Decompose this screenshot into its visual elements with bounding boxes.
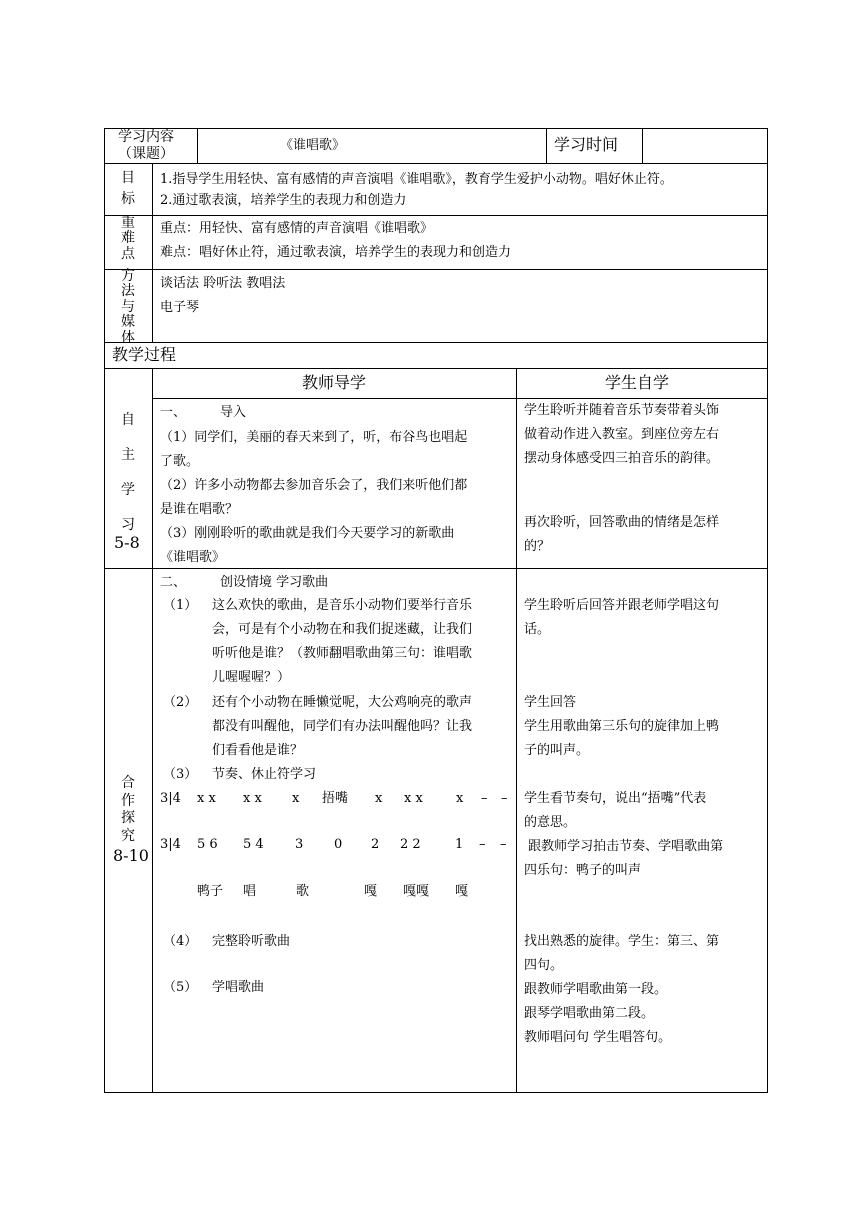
student-line: 跟琴学唱歌曲第二段。 <box>524 1006 655 1021</box>
student-line: 跟教师学唱歌曲第一段。 <box>524 982 668 997</box>
goal-line: 2.通过歌表演，培养学生的表现力和创造力 <box>160 193 407 208</box>
note-token: – <box>500 837 507 852</box>
note-token: 2 2 <box>400 837 421 852</box>
student-line: 摆动身体感受四三拍音乐的韵律。 <box>524 451 720 466</box>
row-divider <box>104 269 768 270</box>
rhythm-token: – <box>501 791 508 806</box>
note-token: 2 <box>371 837 380 852</box>
row-divider <box>152 398 768 399</box>
teacher-line: 听听他是谁？（教师翻唱歌曲第三句：谁唱歌 <box>212 646 473 661</box>
student-column-header: 学生自学 <box>605 373 670 392</box>
lyric-token: 鸭子 <box>197 884 224 899</box>
teacher-line: 会，可是有个小动物在和我们捉迷藏，让我们 <box>212 622 473 637</box>
student-line: 的？ <box>524 539 551 554</box>
col-divider <box>516 368 517 1093</box>
note-token: 1 <box>455 837 464 852</box>
media-text: 电子琴 <box>160 300 200 315</box>
lesson-title: 《谁唱歌》 <box>280 138 346 153</box>
student-line: 四乐句：鸭子的叫声 <box>524 863 642 878</box>
student-line: 四句。 <box>524 958 564 973</box>
rhythm-token: 捂嘴 <box>322 791 349 806</box>
step-heading: 导入 <box>220 405 247 420</box>
note-token: 5 4 <box>243 837 264 852</box>
teacher-line: 这么欢快的歌曲，是音乐小动物们要举行音乐 <box>212 598 473 613</box>
row-divider <box>104 163 768 164</box>
lyric-token: 嘎 <box>455 884 469 899</box>
col-divider <box>197 128 198 163</box>
difficult-point: 难点：唱好休止符，通过歌表演，培养学生的表现力和创造力 <box>160 245 512 260</box>
note-token: – <box>479 837 486 852</box>
note-token: 5 6 <box>197 837 218 852</box>
section2-label: 合 作 探 究 <box>121 775 135 844</box>
row-divider <box>104 568 768 569</box>
student-line: 学生看节奏句，说出“捂嘴”代表 <box>524 791 707 806</box>
student-line: 话。 <box>524 622 551 637</box>
rhythm-token: x <box>375 791 383 806</box>
col-divider <box>152 163 153 342</box>
student-line: 学生聆听后回答并跟老师学唱这句 <box>524 598 720 613</box>
item-number: （3） <box>163 767 198 782</box>
row-divider <box>104 215 768 216</box>
item-number: （5） <box>163 980 198 995</box>
note-token: 3|4 <box>160 837 181 852</box>
student-line: 的意思。 <box>524 815 577 830</box>
note-token: 3 <box>295 837 304 852</box>
item-number: （2） <box>163 695 198 710</box>
time-label: 学习时间 <box>554 135 619 154</box>
teacher-line: 了歌。 <box>160 454 200 469</box>
student-line: 做着动作进入教室。到座位旁左右 <box>524 427 720 442</box>
section1-label: 习 <box>121 517 135 533</box>
student-line: 跟教师学习拍击节奏、学唱歌曲第 <box>524 839 724 854</box>
section1-label: 自 <box>121 412 135 428</box>
teacher-line: 是谁在唱歌？ <box>160 502 239 517</box>
teacher-line: （2）许多小动物都去参加音乐会了，我们来听他们都 <box>160 478 468 493</box>
section1-label: 学 <box>121 482 135 498</box>
step-number: 一、 <box>160 405 187 420</box>
student-line: 再次聆听，回答歌曲的情绪是怎样 <box>524 515 720 530</box>
content-label: 学习内容 <box>118 129 174 145</box>
student-line: 学生用歌曲第三乐句的旋律加上鸭 <box>524 719 720 734</box>
item-number: （1） <box>163 598 198 613</box>
teacher-line: 们看看他是谁？ <box>212 743 304 758</box>
rhythm-token: x <box>292 791 300 806</box>
student-line: 学生回答 <box>524 695 577 710</box>
step-number: 二、 <box>160 575 187 590</box>
teacher-line: （1）同学们，美丽的春天来到了，听，布谷鸟也唱起 <box>160 430 468 445</box>
rhythm-token: x <box>456 791 464 806</box>
col-divider <box>152 368 153 1093</box>
goals-label: 标 <box>121 191 135 207</box>
section1-label: 主 <box>121 447 135 463</box>
rhythm-token: x x <box>197 791 216 806</box>
teacher-line: 还有个小动物在睡懒觉呢，大公鸡响亮的歌声 <box>212 695 473 710</box>
col-divider <box>642 128 643 163</box>
row-divider <box>104 342 768 343</box>
step-heading: 创设情境 学习歌曲 <box>220 575 329 590</box>
section1-time: 5-8 <box>114 533 140 552</box>
student-line: 子的叫声。 <box>524 743 590 758</box>
rhythm-token: 3|4 <box>160 791 181 806</box>
teacher-line: 学唱歌曲 <box>212 980 265 995</box>
teacher-line: （3）刚刚聆听的歌曲就是我们今天要学习的新歌曲 <box>160 526 455 541</box>
rhythm-token: x x <box>243 791 262 806</box>
row-divider <box>104 368 768 369</box>
student-line: 找出熟悉的旋律。学生：第三、第 <box>524 934 720 949</box>
goals-label: 目 <box>121 170 135 186</box>
lyric-token: 嘎嘎 <box>403 884 430 899</box>
teacher-line: 都没有叫醒他，同学们有办法叫醒他吗？让我 <box>212 719 473 734</box>
teacher-column-header: 教师导学 <box>302 373 367 392</box>
method-label: 方 法 与 媒 体 <box>121 268 135 346</box>
item-number: （4） <box>163 934 198 949</box>
teacher-line: 《谁唱歌》 <box>160 550 226 565</box>
section2-time: 8-10 <box>113 846 149 865</box>
lyric-token: 唱 <box>243 884 257 899</box>
key-point: 重点：用轻快、富有感情的声音演唱《谁唱歌》 <box>160 221 434 236</box>
key-label: 重 难 点 <box>121 215 135 262</box>
col-divider <box>546 128 547 163</box>
content-label-sub: （课题） <box>118 146 174 162</box>
teacher-line: 儿喔喔喔？） <box>212 670 291 685</box>
lyric-token: 嘎 <box>364 884 378 899</box>
rhythm-token: x x <box>404 791 423 806</box>
method-text: 谈话法 聆听法 教唱法 <box>160 276 286 291</box>
lyric-token: 歌 <box>296 884 310 899</box>
teacher-line: 节奏、休止符学习 <box>212 767 317 782</box>
student-line: 教师唱问句 学生唱答句。 <box>524 1030 672 1045</box>
student-line: 学生聆听并随着音乐节奏带着头饰 <box>524 403 720 418</box>
rhythm-token: – <box>481 791 488 806</box>
teacher-line: 完整聆听歌曲 <box>212 934 291 949</box>
note-token: 0 <box>334 837 343 852</box>
process-title: 教学过程 <box>112 345 177 364</box>
goal-line: 1.指导学生用轻快、富有感情的声音演唱《谁唱歌》，教育学生爱护小动物。唱好休止符。 <box>160 172 673 187</box>
